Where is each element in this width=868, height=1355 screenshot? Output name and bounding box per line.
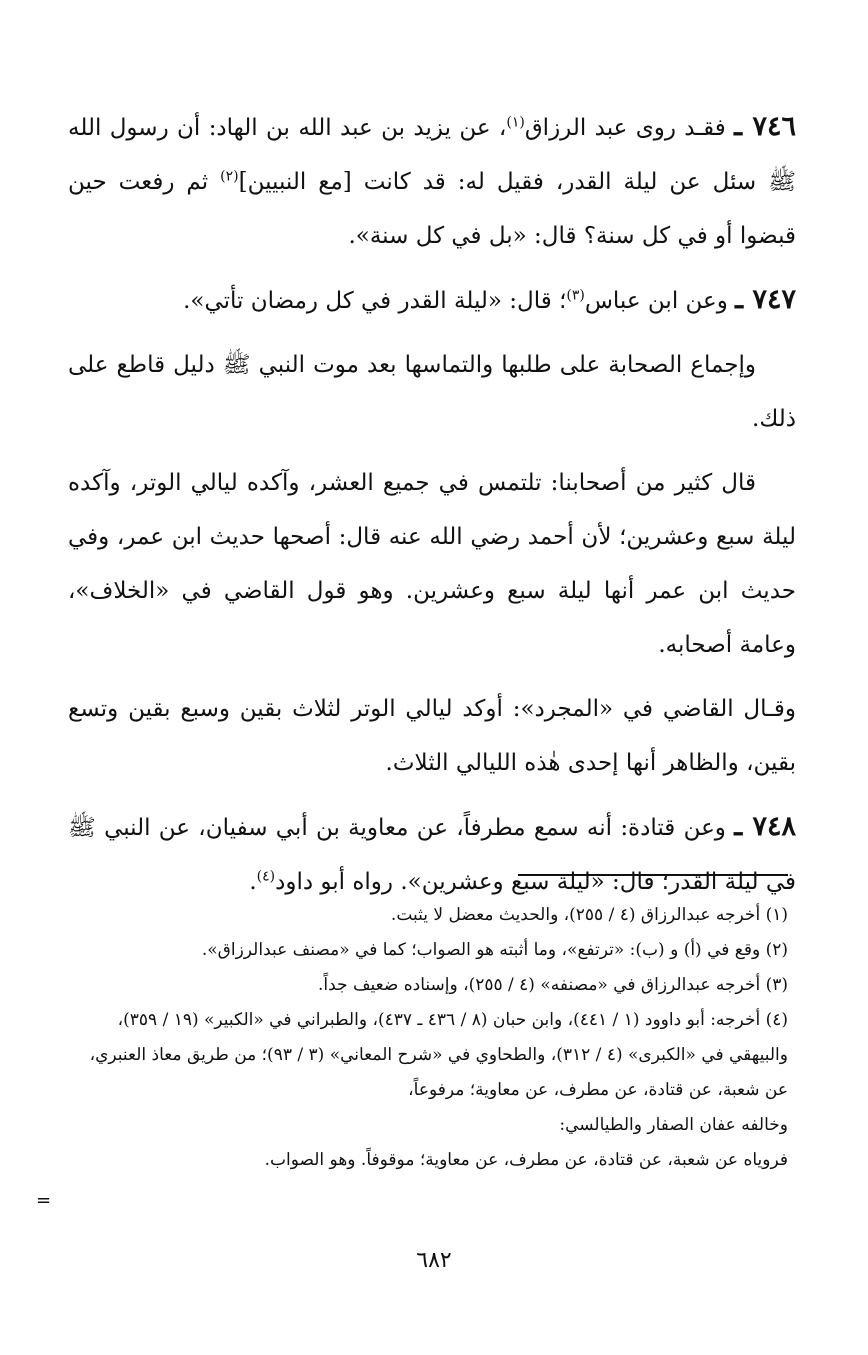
footnote-4: (٤) أخرجه: أبو داوود (١ / ٤٤١)، وابن حبان (٨ / ٤٣٦ ـ ٤٣٧)، والطبراني في «الكبير» (١٩ / ٣٥٩)، والبيهقي في «الكبرى» (٤ / ٣١٢)، والطحاوي في «شرح المعاني» (٣ / ٩٣)؛ من طريق معاذ العنبري، عن شعبة، عن قتادة، عن مطرف، عن معاوية؛ مرفوعاً،	[89, 1010, 788, 1100]
paragraph-ijma: وإجماع الصحابة على طلبها والتماسها بعد موت النبي ﷺ دليل قاطع على ذلك.	[68, 352, 796, 432]
paragraph-text: .	[249, 869, 257, 895]
footnote-continuation: وخالفه عفان الصفار والطيالسي:	[559, 1115, 788, 1135]
paragraph-qadi: وقـال القاضي في «المجرد»: أوكد ليالي الوتر لثلاث بقين وسبع بقين وتسع بقين، والظاهر أنها إحدى هٰذه الليالي الثلاث.	[68, 696, 796, 776]
page-number: ٦٨٢	[416, 1248, 452, 1273]
hadith-number: ٧٤٦ ـ	[734, 111, 797, 142]
footnote-continuation: فروياه عن شعبة، عن قتادة، عن مطرف، عن معاوية؛ موقوفاً. وهو الصواب.	[264, 1150, 788, 1170]
footnote-ref[interactable]: (٢)	[220, 168, 239, 185]
paragraph-ashab: قال كثير من أصحابنا: تلتمس في جميع العشر، وآكده ليالي الوتر، وآكده ليلة سبع وعشرين؛ لأن أحمد رضي الله عنه قال: أصحها حديث ابن عمر، وفي حديث ابن عمر أنها ليلة سبع وعشرين. وهو قول القاضي في «الخلاف»، وعامة أصحابه.	[68, 470, 796, 658]
footnote-ref[interactable]: (٣)	[566, 287, 585, 304]
hadith-number: ٧٤٧ ـ	[735, 284, 796, 315]
paragraph-text: ، عن يزيد بن عبد الله بن الهاد: أن رسول الله ﷺ سئل عن ليلة القدر، فقيل له: قد كانت [مع النبيين]	[68, 115, 796, 195]
footnote-ref[interactable]: (١)	[506, 114, 525, 131]
paragraph-746	[68, 100, 796, 263]
footnotes	[68, 898, 788, 1178]
paragraph-text: ؛ قال: «ليلة القدر في كل رمضان تأتي».	[183, 288, 567, 314]
continuation-mark: =	[36, 1190, 52, 1211]
paragraph-text: فقـد روى عبد الرزاق	[524, 115, 726, 141]
footnote-1: (١) أخرجه عبدالرزاق (٤ / ٢٥٥)، والحديث معضل لا يثبت.	[390, 905, 788, 925]
footnote-ref[interactable]: (٤)	[256, 868, 276, 885]
footnote-3: (٣) أخرجه عبدالرزاق في «مصنفه» (٤ / ٢٥٥)، وإسناده ضعيف جداً.	[317, 975, 788, 995]
paragraph-747	[68, 273, 796, 328]
paragraph-text: وعن ابن عباس	[584, 288, 728, 314]
paragraph-text: وعن قتادة: أنه سمع مطرفاً، عن معاوية بن أبي سفيان، عن النبي ﷺ في ليلة القدر؛ قال: «ليلة سبع وعشرين». رواه أبو داود	[68, 815, 796, 895]
footnote-divider	[518, 874, 788, 876]
footnote-2: (٢) وقع في (أ) و (ب): «ترتفع»، وما أثبته هو الصواب؛ كما في «مصنف عبدالرزاق».	[201, 940, 788, 960]
hadith-number: ٧٤٨ ـ	[734, 811, 796, 842]
main-text	[68, 100, 796, 919]
paragraph-748	[68, 800, 796, 909]
paragraph-text: ثم رفعت حين قبضوا أو في كل سنة؟ قال: «بل في كل سنة».	[68, 169, 796, 249]
